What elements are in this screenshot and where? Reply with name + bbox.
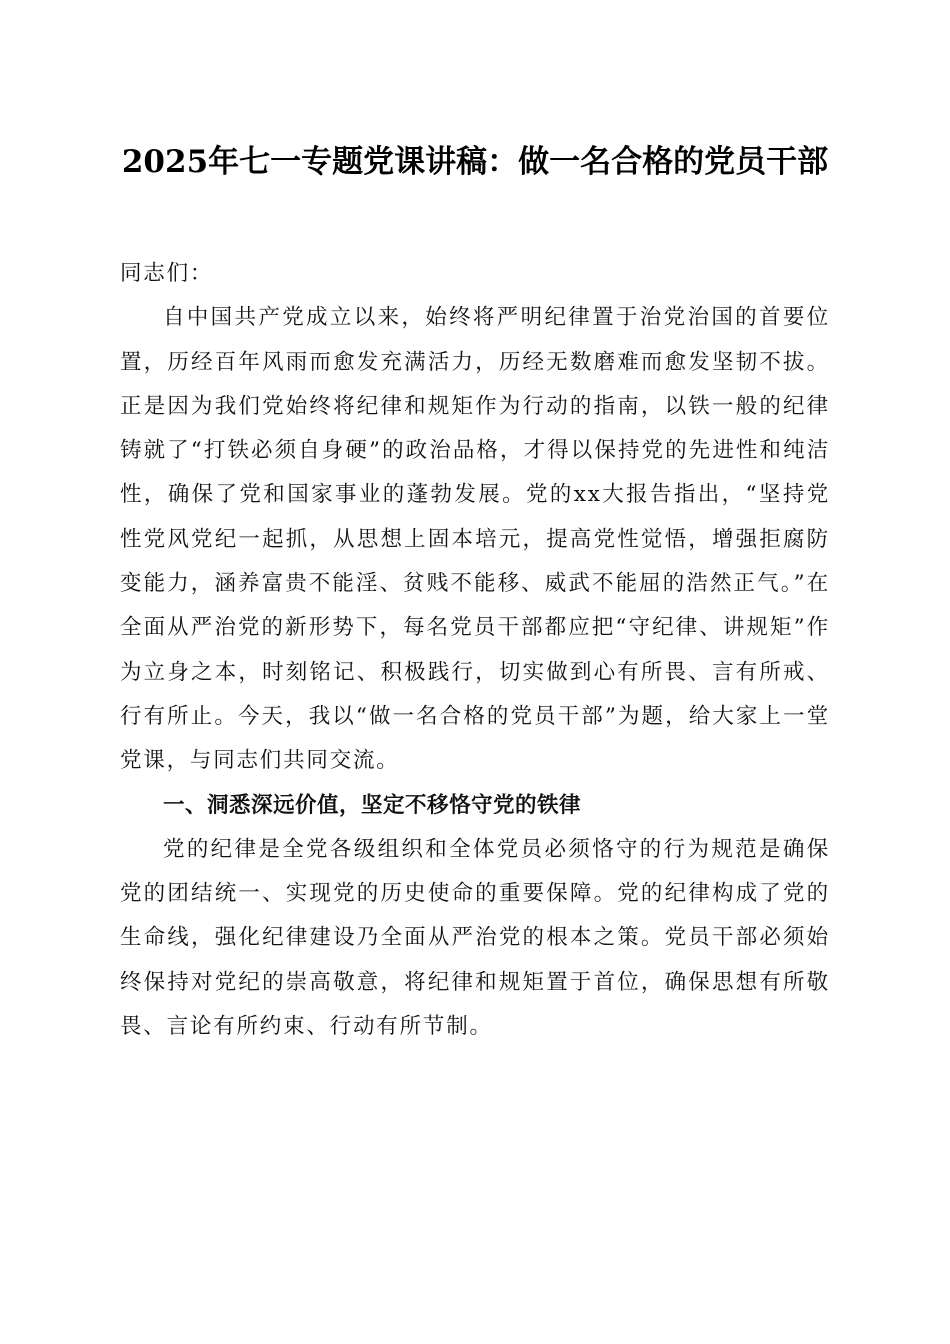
intro-paragraph: 自中国共产党成立以来，始终将严明纪律置于治党治国的首要位置，历经百年风雨而愈发充满活力，历经无数磨难而愈发坚韧不拔。正是因为我们党始终将纪律和规矩作为行动的指南，以铁一般的纪律铸就了“打铁必须自身硬”的政治品格，才得以保持党的先进性和纯洁性，确保了党和国家事业的蓬勃发展。党的xx大报告指出，“坚持党性党风党纪一起抓，从思想上固本培元，提高党性觉悟，增强拒腐防变能力，涵养富贵不能淫、贫贱不能移、威武不能屈的浩然正气。”在全面从严治党的新形势下，每名党员干部都应把“守纪律、讲规矩”作为立身之本，时刻铭记、积极践行，切实做到心有所畏、言有所戒、行有所止。今天，我以“做一名合格的党员干部”为题，给大家上一堂党课，与同志们共同交流。 [120,305,830,774]
salutation: 同志们： [120,261,214,286]
section-heading: 一、洞悉深远价值，坚定不移恪守党的铁律 [163,792,582,818]
document-title: 2025年七一专题党课讲稿：做一名合格的党员干部 [121,144,829,180]
document-body [120,252,830,1049]
section-paragraph: 党的纪律是全党各级组织和全体党员必须恪守的行为规范是确保党的团结统一、实现党的历史使命的重要保障。党的纪律构成了党的生命线，强化纪律建设乃全面从严治党的根本之策。党员干部必须始终保持对党纪的崇高敬意，将纪律和规矩置于首位，确保思想有所敬畏、言论有所约束、行动有所节制。 [120,836,830,1040]
